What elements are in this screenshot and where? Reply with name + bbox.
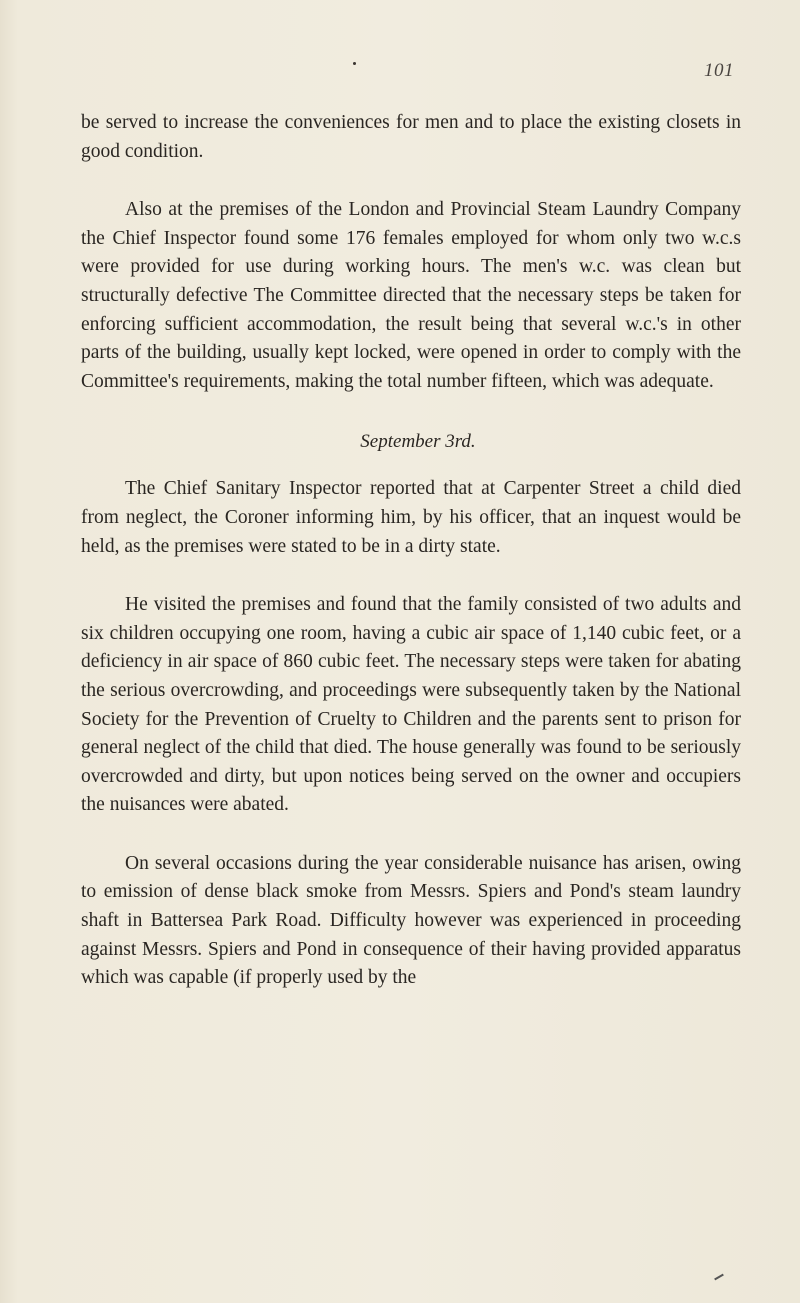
section-heading-date: September 3rd. (360, 431, 476, 453)
pencil-mark (714, 1274, 724, 1281)
paragraph-overcrowding: He visited the premises and found that the family consisted of two adults and six children occupying one room, having a cubic air space of 1,140 cubic feet, or a deficiency in air space of 860 cubic feet. The necessary steps were taken for abating the serious overcrowding, and proceedings were subsequently taken by the National Society for the Prevention of Cruelty to Children and the parents sent to prison for general neglect of the child that died. The house generally was found to be seriously overcrowded and dirty, but upon notices being served on the owner and occupiers the nuisances were abated. (81, 594, 741, 816)
page-number: 101 (704, 60, 734, 81)
paragraph-smoke-nuisance: On several occasions during the year considerable nuisance has arisen, owing to emission of dense black smoke from Messrs. Spiers and Pond's steam laundry shaft in Battersea Park Road. Difficulty however was experienced in proceeding against Messrs. Spiers and Pond in consequence of their having provided apparatus which was capable (if properly used by the (81, 852, 741, 989)
ink-speck (353, 62, 356, 65)
paragraph-carpenter-street: The Chief Sanitary Inspector reported that at Carpenter Street a child died from neglect, the Coroner informing him, by his officer, that an inquest would be held, as the premises were stated to be in a dirty state. (81, 478, 741, 557)
body-text (81, 109, 741, 993)
paragraph-continuation: be served to increase the conveniences for men and to place the existing closets in good condition. (81, 112, 741, 162)
paragraph-laundry-company: Also at the premises of the London and Provincial Steam Laundry Company the Chief Inspector found some 176 females employed for whom only two w.c.s were provided for use during working hours. The men's w.c. was clean but structurally defective The Committee directed that the necessary steps be taken for enforcing sufficient accommodation, the result being that several w.c.'s in other parts of the building, usually kept locked, were opened in order to comply with the Committee's requirements, making the total number fifteen, which was adequate. (81, 199, 741, 392)
